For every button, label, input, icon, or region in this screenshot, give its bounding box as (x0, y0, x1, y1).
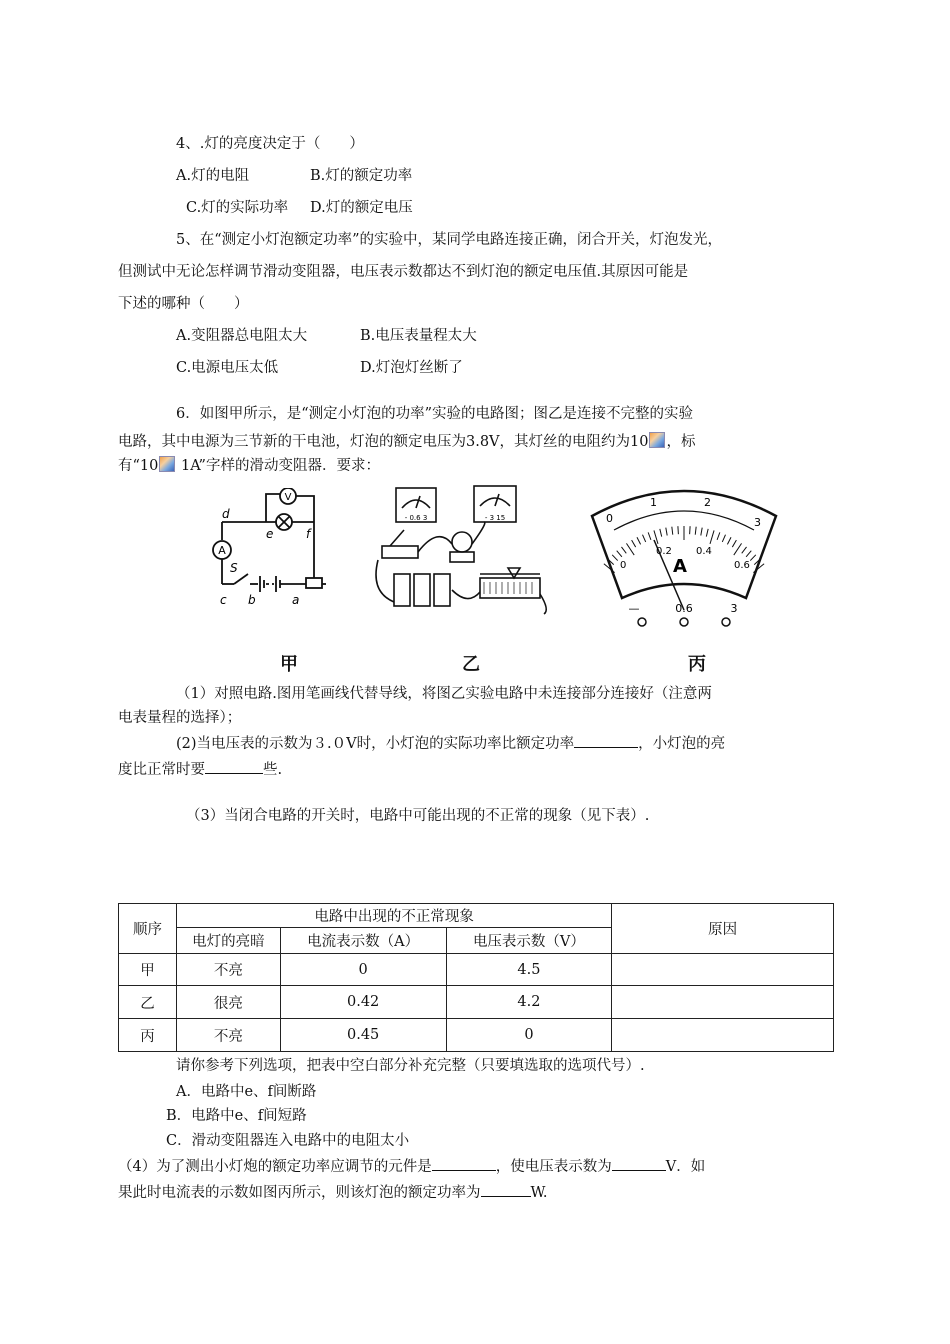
q6-part2-line1 (176, 733, 725, 754)
q4-option-d: D.灯的额定电压 (310, 200, 413, 216)
scale-bottom-3: 0.6 (734, 560, 750, 571)
blank-element[interactable] (432, 1156, 496, 1171)
dial-tick (746, 551, 751, 557)
label-s: S (230, 561, 238, 575)
blank-brightness[interactable] (205, 759, 263, 774)
q6-part4-line1 (118, 1156, 705, 1177)
dial-tick (717, 532, 720, 540)
scale-top-0: 0 (606, 512, 613, 525)
blank-voltage[interactable] (612, 1156, 666, 1171)
q6-line2-end: ，标 (666, 434, 696, 450)
dial-tick (660, 529, 662, 537)
label-b: b (248, 593, 256, 607)
table-row (119, 1019, 834, 1052)
q6-part3: （3）当闭合电路的开关时，电路中可能出现的不正常的现象（见下表）. (186, 808, 650, 824)
scale-bottom-1: 0.2 (656, 546, 672, 557)
q4-option-b: B.灯的额定功率 (310, 168, 413, 184)
fig-label-bing: 丙 (688, 654, 706, 675)
dial-tick (727, 537, 731, 544)
dial-tick (626, 543, 634, 555)
q6-part2-line2 (118, 759, 282, 780)
cell-light: 很亮 (176, 986, 280, 1019)
blank-rated-power[interactable] (481, 1182, 531, 1197)
q6-line3-text: 有“10 (118, 458, 159, 474)
q6-part1-line2: 电表量程的选择）； (118, 710, 242, 726)
header-voltage: 电压表示数（V） (446, 928, 612, 954)
q6-part4-text4: 果此时电流表的示数如图丙所示，则该灯泡的额定功率为 (118, 1185, 481, 1201)
cell-light: 不亮 (176, 1019, 280, 1052)
q4-option-c: C.灯的实际功率 (186, 200, 289, 216)
cell-voltage: 4.5 (446, 954, 612, 986)
label-c: c (220, 593, 227, 607)
blank-power-compare[interactable] (574, 733, 638, 748)
q6-line2 (118, 432, 695, 452)
cell-current: 0 (280, 954, 446, 986)
cell-light: 不亮 (176, 954, 280, 986)
header-order: 顺序 (119, 904, 177, 954)
dial-tick (637, 537, 641, 544)
cell-voltage: 0 (446, 1019, 612, 1052)
fig-label-yi: 乙 (462, 654, 480, 675)
scale-top-3: 3 (754, 516, 761, 529)
header-light: 电灯的亮暗 (176, 928, 280, 954)
abnormal-phenomena-table (118, 903, 834, 1052)
table-row (119, 986, 834, 1019)
q5-option-b: B.电压表量程太大 (360, 328, 477, 344)
dial-tick (706, 529, 708, 537)
fig-label-jia: 甲 (280, 654, 298, 675)
dial-tick (672, 527, 673, 535)
dial-tick (750, 555, 756, 561)
scale-top-2: 2 (704, 496, 711, 509)
terminal-neg-label: — (628, 602, 640, 615)
choice-c: C．滑动变阻器连入电路中的电阻太小 (166, 1133, 410, 1149)
dial-tick (732, 540, 736, 547)
cell-current: 0.42 (280, 986, 446, 1019)
ohm-image-icon (159, 456, 175, 472)
header-current: 电流表示数（A） (280, 928, 446, 954)
dial-tick (710, 530, 714, 543)
q6-part2-text2: ，小灯泡的亮 (638, 736, 726, 752)
cell-current: 0.45 (280, 1019, 446, 1052)
dial-tick (701, 528, 702, 536)
terminal-neg (638, 618, 646, 626)
terminal-06-label: 0.6 (675, 602, 693, 615)
q6-part4-text3: V．如 (665, 1159, 706, 1175)
circuit-diagram-jia (196, 488, 346, 610)
terminal-06 (680, 618, 688, 626)
dial-tick (742, 547, 747, 553)
choice-a: A．电路中e、f间断路 (176, 1084, 317, 1100)
q6-line3 (118, 456, 380, 476)
dial-tick (621, 547, 626, 553)
scale-bottom-0: 0 (620, 560, 627, 571)
q5-line3: 下述的哪种（ ） (118, 296, 249, 312)
terminal-3 (722, 618, 730, 626)
unit-label: A (673, 556, 687, 577)
q6-part4-text1: （4）为了测出小灯炮的额定功率应调节的元件是 (118, 1159, 432, 1175)
table-row (119, 954, 834, 986)
q6-part1-line1: （1）对照电路.图用笔画线代替导线，将图乙实验电路中未连接部分连接好（注意两 (176, 686, 712, 702)
label-e: e (266, 527, 274, 541)
header-group: 电路中出现的不正常现象 (176, 904, 611, 928)
q6-line3-end: 1A”字样的滑动变阻器．要求： (176, 458, 380, 474)
label-d: d (222, 507, 230, 521)
label-f: f (306, 527, 311, 541)
dial-tick (666, 528, 667, 536)
q6-part2-text4: 些. (263, 762, 283, 778)
q6-part4-line2 (118, 1182, 547, 1203)
q5-option-d: D.灯泡灯丝断了 (360, 360, 463, 376)
q6-line2-text: 电路，其中电源为三节新的干电池，灯泡的额定电压为3.8V，其灯丝的电阻约为10 (118, 434, 649, 450)
q6-part2-text3: 度比正常时要 (118, 762, 205, 778)
cell-order: 乙 (119, 986, 177, 1019)
cell-reason-blank[interactable] (612, 1019, 834, 1052)
physical-circuit-yi (368, 482, 558, 622)
q5-line1: 5、在“测定小灯泡额定功率”的实验中，某同学电路连接正确，闭合开关，灯泡发光， (176, 232, 723, 248)
q5-option-a: A.变阻器总电阻太大 (176, 328, 308, 344)
cell-reason-blank[interactable] (612, 954, 834, 986)
q6-part4-text5: W. (530, 1185, 548, 1201)
q6-part4-text2: ，使电压表示数为 (495, 1159, 612, 1175)
small-ammeter-scale: - 0.6 3 (404, 514, 428, 522)
cell-order: 丙 (119, 1019, 177, 1052)
choice-b: B．电路中e、f间短路 (166, 1108, 307, 1124)
label-a: a (292, 593, 300, 607)
dial-tick (632, 540, 636, 547)
q4-stem: 4、.灯的亮度决定于（ ） (176, 136, 364, 152)
terminal-3-label: 3 (730, 602, 738, 615)
cell-order: 甲 (119, 954, 177, 986)
header-reason: 原因 (612, 904, 834, 954)
q5-line2: 但测试中无论怎样调节滑动变阻器，电压表示数都达不到灯泡的额定电压值.其原因可能是 (118, 264, 689, 280)
q6-part2-text1: (2)当电压表的示数为３.０V时，小灯泡的实际功率比额定功率 (176, 736, 575, 752)
cell-reason-blank[interactable] (612, 986, 834, 1019)
dial-tick (722, 535, 725, 542)
dial-tick (695, 527, 696, 535)
dial-tick (734, 543, 742, 555)
small-voltmeter-scale: - 3 15 (484, 514, 506, 522)
dial-tick (612, 555, 618, 561)
ohm-image-icon (649, 432, 665, 448)
dial-tick (617, 551, 622, 557)
dial-tick (642, 535, 645, 542)
ammeter-dial-bing (584, 480, 784, 630)
after-table-instruction: 请你参考下列选项，把表中空白部分补充完整（只要填选取的选项代号）. (176, 1058, 645, 1074)
scale-top-1: 1 (650, 496, 657, 509)
q4-option-a: A.灯的电阻 (176, 168, 250, 184)
q5-option-c: C.电源电压太低 (176, 360, 279, 376)
scale-bottom-2: 0.4 (696, 546, 712, 557)
cell-voltage: 4.2 (446, 986, 612, 1019)
q6-line1: 6．如图甲所示，是“测定小灯泡的功率”实验的电路图；图乙是连接不完整的实验 (176, 406, 694, 422)
voltmeter-symbol: V (284, 492, 292, 503)
ammeter-symbol: A (218, 544, 226, 557)
dial-tick (648, 532, 651, 540)
